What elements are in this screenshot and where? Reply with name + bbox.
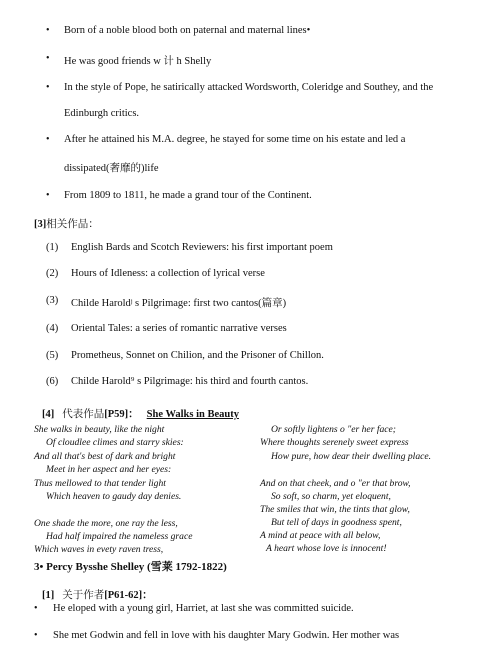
poem-line: The smiles that win, the tints that glow, — [260, 504, 410, 515]
poem-line: Which waves in evety raven tress, — [34, 544, 164, 555]
poem-line: And on that cheek, and o "er that brow, — [260, 478, 411, 489]
section-label: 代表作品 — [62, 409, 105, 420]
bullet-text-continuation: dissipated(奢靡的)life — [64, 163, 159, 174]
work-title: Prometheus, Sonnet on Chilion, and the Prisoner of Chillon. — [71, 350, 324, 361]
work-number: (6) — [46, 376, 59, 387]
section-number: [1] — [42, 590, 55, 601]
poem-line: One shade the more, one ray the less, — [34, 518, 178, 529]
work-title: Oriental Tales: a series of romantic narrative verses — [71, 323, 287, 334]
poem-line: Of cloudlee climes and starry skies: — [46, 437, 184, 448]
bullet-text: He eloped with a young girl, Harriet, at last she was committed suicide. — [53, 603, 354, 614]
section-heading-about-author — [42, 585, 153, 603]
poem-line: Where thoughts serenely sweet express — [260, 437, 409, 448]
section-number: [3] — [34, 219, 47, 230]
poem-line: How pure, how dear their dwelling place. — [271, 451, 432, 462]
work-title: Childe Haroldʲ s Pilgrimage: first two cantos(篇章) — [71, 298, 287, 309]
bullet-marker: • — [46, 82, 50, 93]
bullet-marker: • — [46, 190, 50, 201]
work-number: (3) — [46, 295, 59, 306]
poem-line: Which heaven to gaudy day denies. — [46, 491, 182, 502]
author-heading: 3• Percy Bysshe Shelley (雪莱 1792-1822) — [34, 561, 227, 573]
bullet-marker: • — [46, 134, 50, 145]
poem-line: Thus mellowed to that tender light — [34, 478, 166, 489]
poem-line: Or softly lightens o "er her face; — [271, 424, 396, 435]
poem-line: A mind at peace with all below, — [260, 530, 381, 541]
poem-line: And all that's best of dark and bright — [34, 451, 176, 462]
bullet-text: He was good friends w 计 h Shelly — [64, 56, 212, 67]
work-title: Childe Harold⁹ s Pilgrimage: his third and fourth cantos. — [71, 376, 309, 387]
poem-line: Meet in her aspect and her eyes: — [46, 464, 172, 475]
bullet-text: Born of a noble blood both on paternal and maternal lines• — [64, 25, 311, 36]
work-number: (4) — [46, 323, 59, 334]
poem-line: Had half impaired the nameless grace — [46, 531, 193, 542]
section-heading-representative-work — [42, 404, 239, 422]
poem-line: A heart whose love is innocent! — [266, 543, 387, 554]
section-title: 相关作品： — [46, 219, 99, 230]
bullet-text: From 1809 to 1811, he made a grand tour of the Continent. — [64, 190, 312, 201]
bullet-marker: • — [46, 25, 50, 36]
section-number: [4] — [42, 409, 55, 420]
work-number: (1) — [46, 242, 59, 253]
bullet-text: In the style of Pope, he satirically attacked Wordsworth, Coleridge and Southey, and the — [64, 82, 434, 93]
poem-line: So soft, so charm, yet eloquent, — [271, 491, 391, 502]
work-title: English Bards and Scotch Reviewers: his first important poem — [71, 242, 333, 253]
work-number: (2) — [46, 268, 59, 279]
page-reference: [P59]： — [104, 409, 139, 420]
poem-title: She Walks in Beauty — [146, 409, 239, 420]
bullet-text: She met Godwin and fell in love with his daughter Mary Godwin. Her mother was — [53, 630, 400, 641]
bullet-marker: • — [34, 630, 38, 641]
work-title: Hours of Idleness: a collection of lyrical verse — [71, 268, 265, 279]
bullet-text: After he attained his M.A. degree, he stayed for some time on his estate and led a — [64, 134, 406, 145]
poem-line: She walks in beauty, like the night — [34, 424, 165, 435]
section-label: 关于作者 — [62, 590, 105, 601]
poem-line: But tell of days in goodness spent, — [271, 517, 402, 528]
bullet-marker: • — [34, 603, 38, 614]
bullet-marker: • — [46, 53, 50, 64]
bullet-text-continuation: Edinburgh critics. — [64, 108, 140, 119]
section-heading-related-works — [34, 214, 99, 232]
page-reference: [P61-62]： — [104, 590, 153, 601]
work-number: (5) — [46, 350, 59, 361]
